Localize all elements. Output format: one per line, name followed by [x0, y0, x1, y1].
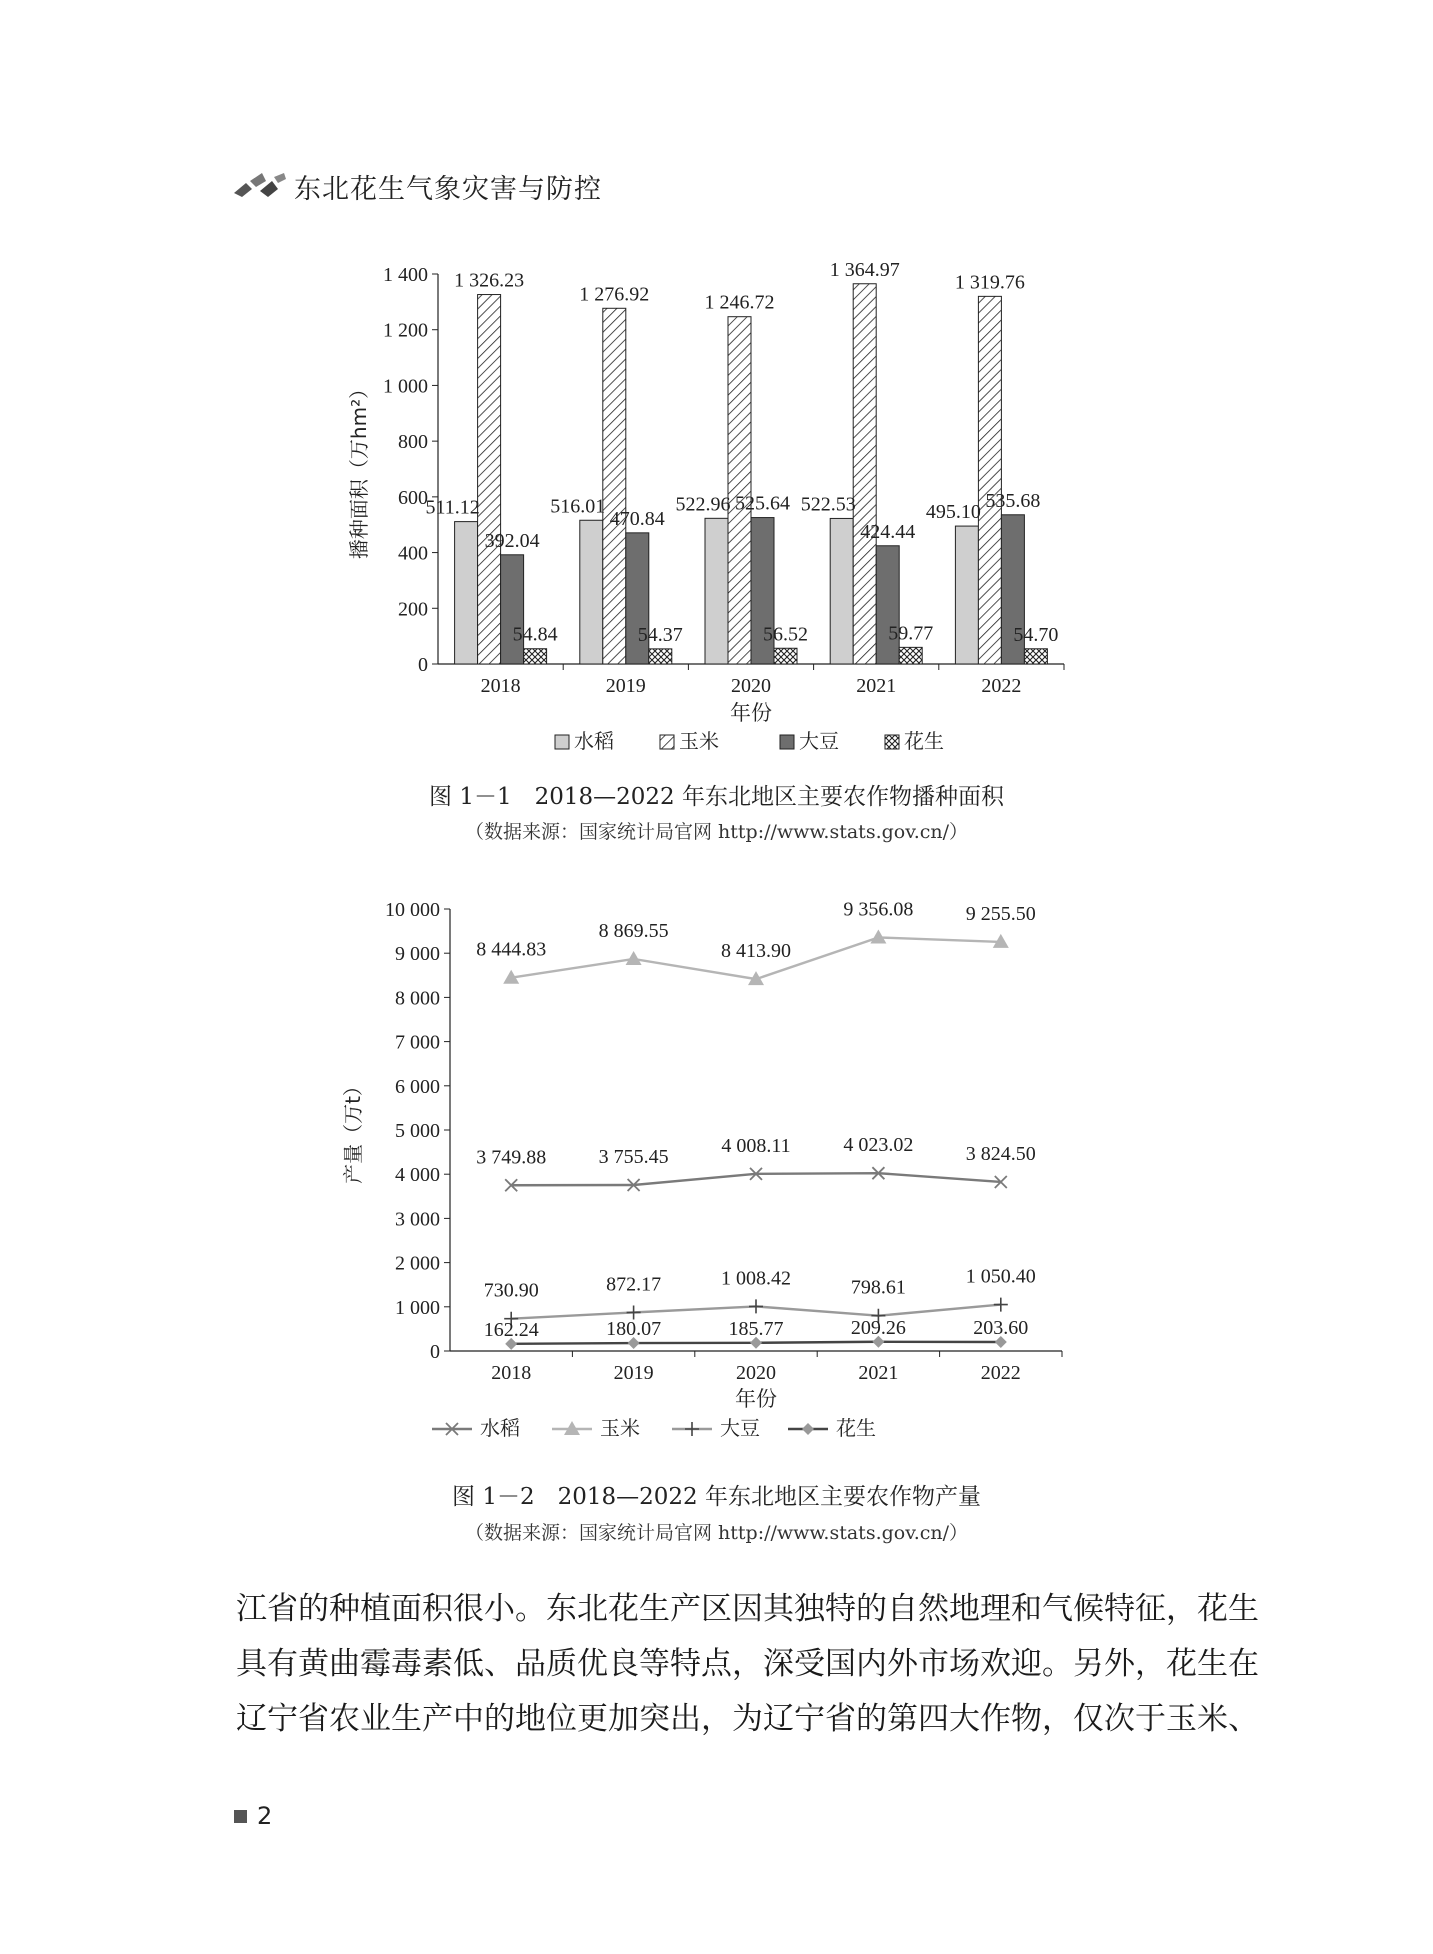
body-text [236, 1582, 1259, 1747]
data-label: 54.37 [637, 623, 683, 646]
x-tick-label: 2019 [605, 675, 646, 697]
data-label: 4 008.11 [721, 1134, 791, 1157]
figure-1-source: （数据来源：国家统计局官网 http://www.stats.gov.cn/） [464, 821, 969, 843]
series-marker-大豆 [749, 1299, 763, 1313]
bar-花生 [1024, 649, 1047, 664]
x-tick-label: 2018 [491, 1362, 532, 1384]
body-line: 辽宁省农业生产中的地位更加突出，为辽宁省的第四大作物，仅次于玉米、 [236, 1701, 1259, 1737]
data-label: 4 023.02 [843, 1134, 914, 1157]
data-label: 3 749.88 [476, 1146, 547, 1169]
y-tick-label: 0 [430, 1341, 440, 1363]
data-label: 470.84 [609, 507, 665, 530]
y-tick-label: 5 000 [395, 1120, 440, 1142]
bar-玉米 [603, 308, 626, 664]
data-label: 516.01 [550, 495, 606, 518]
data-label: 535.68 [985, 489, 1041, 512]
y-tick-label: 6 000 [395, 1075, 440, 1098]
y-tick-label: 10 000 [385, 899, 440, 921]
bar-花生 [524, 649, 547, 664]
data-label: 209.26 [850, 1316, 906, 1339]
data-label: 203.60 [973, 1317, 1029, 1340]
data-label: 1 326.23 [454, 269, 525, 292]
legend-label: 花生 [836, 1416, 876, 1440]
y-tick-label: 3 000 [395, 1208, 440, 1231]
data-label: 59.77 [888, 622, 934, 645]
figure-2-source: （数据来源：国家统计局官网 http://www.stats.gov.cn/） [464, 1522, 969, 1544]
x-tick-label: 2020 [736, 1362, 776, 1384]
data-label: 522.53 [800, 493, 856, 516]
data-label: 495.10 [925, 501, 981, 524]
data-label: 872.17 [606, 1273, 662, 1296]
figure-1-caption: 图 1－1 2018—2022 年东北地区主要农作物播种面积 [429, 784, 1004, 810]
body-line: 江省的种植面积很小。东北花生产区因其独特的自然地理和气候特征，花生 [236, 1591, 1259, 1627]
data-label: 54.70 [1013, 623, 1059, 646]
data-label: 1 276.92 [579, 283, 650, 306]
bar-玉米 [853, 284, 876, 664]
x-tick-label: 2019 [613, 1362, 654, 1384]
y-tick-label: 2 000 [395, 1252, 440, 1275]
legend-swatch [660, 735, 674, 749]
legend-label: 水稻 [480, 1416, 520, 1440]
bar-花生 [774, 648, 797, 664]
bar-水稻 [705, 518, 728, 664]
bar-chart-sown-area [340, 258, 1100, 758]
data-label: 9 255.50 [965, 902, 1036, 925]
data-label: 8 869.55 [598, 919, 669, 942]
data-label: 1 050.40 [965, 1265, 1036, 1288]
y-tick-label: 9 000 [395, 943, 440, 966]
x-tick-label: 2021 [858, 1362, 899, 1384]
line-chart-production [340, 895, 1100, 1455]
data-label: 424.44 [860, 520, 916, 543]
legend-label: 玉米 [679, 729, 719, 753]
page-footer [234, 1802, 272, 1830]
y-tick-label: 800 [398, 431, 428, 454]
series-marker-大豆 [994, 1298, 1008, 1312]
y-tick-label: 4 000 [395, 1164, 440, 1187]
x-axis-label: 年份 [735, 1387, 777, 1411]
series-marker-玉米 [870, 929, 886, 943]
data-label: 392.04 [484, 529, 540, 552]
y-tick-label: 7 000 [395, 1031, 440, 1054]
page-number: 2 [257, 1802, 273, 1830]
x-tick-label: 2022 [980, 1362, 1021, 1384]
y-tick-label: 1 400 [383, 264, 428, 286]
bar-水稻 [455, 522, 478, 664]
bar-玉米 [728, 317, 751, 664]
bar-玉米 [978, 296, 1001, 664]
body-line: 具有黄曲霉毒素低、品质优良等特点，深受国内外市场欢迎。另外，花生在 [236, 1646, 1259, 1682]
bar-水稻 [580, 520, 603, 664]
data-label: 511.12 [425, 496, 480, 519]
footer-square-icon [234, 1810, 247, 1823]
data-label: 1 246.72 [704, 291, 775, 314]
legend-swatch [555, 735, 569, 749]
data-label: 3 755.45 [598, 1146, 669, 1169]
bar-花生 [649, 649, 672, 664]
book-logo-icon [232, 171, 288, 201]
legend-label: 大豆 [799, 729, 839, 753]
x-tick-label: 2022 [981, 675, 1022, 697]
series-marker-玉米 [626, 951, 642, 965]
legend-swatch [885, 735, 899, 749]
header-title: 东北花生气象灾害与防控 [294, 173, 602, 205]
y-tick-label: 400 [398, 542, 428, 565]
x-axis-label: 年份 [730, 701, 772, 725]
bar-水稻 [830, 518, 853, 664]
y-tick-label: 1 200 [383, 319, 428, 342]
legend-marker [802, 1423, 814, 1435]
figure-2-caption: 图 1－2 2018—2022 年东北地区主要农作物产量 [452, 1484, 981, 1510]
legend-label: 花生 [904, 729, 944, 753]
x-tick-label: 2021 [856, 675, 897, 697]
x-tick-label: 2018 [480, 675, 521, 697]
legend-swatch [780, 735, 794, 749]
data-label: 525.64 [735, 492, 790, 515]
data-label: 1 364.97 [829, 258, 900, 281]
data-label: 8 444.83 [476, 938, 547, 961]
data-label: 54.84 [512, 623, 558, 646]
running-header [232, 164, 602, 208]
data-label: 56.52 [763, 623, 808, 646]
bar-水稻 [955, 526, 978, 664]
y-tick-label: 1 000 [395, 1296, 440, 1319]
y-axis-label: 产量（万t） [341, 1076, 365, 1184]
bar-大豆 [501, 555, 524, 664]
x-tick-label: 2020 [731, 675, 771, 697]
y-tick-label: 8 000 [395, 987, 440, 1010]
data-label: 1 319.76 [954, 271, 1025, 294]
bar-花生 [899, 647, 922, 664]
data-label: 9 356.08 [843, 898, 914, 921]
data-label: 162.24 [483, 1318, 539, 1341]
data-label: 3 824.50 [965, 1142, 1036, 1165]
data-label: 180.07 [606, 1318, 662, 1341]
data-label: 1 008.42 [721, 1267, 791, 1290]
bar-玉米 [478, 295, 501, 664]
y-tick-label: 1 000 [383, 375, 428, 398]
data-label: 185.77 [728, 1317, 784, 1340]
data-label: 798.61 [850, 1276, 906, 1299]
legend-label: 水稻 [574, 729, 614, 753]
legend-label: 大豆 [720, 1416, 760, 1440]
legend-label: 玉米 [600, 1416, 640, 1440]
y-tick-label: 200 [398, 598, 428, 621]
data-label: 8 413.90 [721, 940, 791, 963]
data-label: 522.96 [675, 493, 731, 516]
data-label: 730.90 [483, 1279, 539, 1302]
legend-marker [685, 1422, 699, 1436]
bar-大豆 [876, 546, 899, 664]
y-tick-label: 0 [418, 654, 428, 676]
y-axis-label: 播种面积（万hm²） [347, 378, 371, 560]
y-tick-label: 600 [398, 486, 428, 509]
